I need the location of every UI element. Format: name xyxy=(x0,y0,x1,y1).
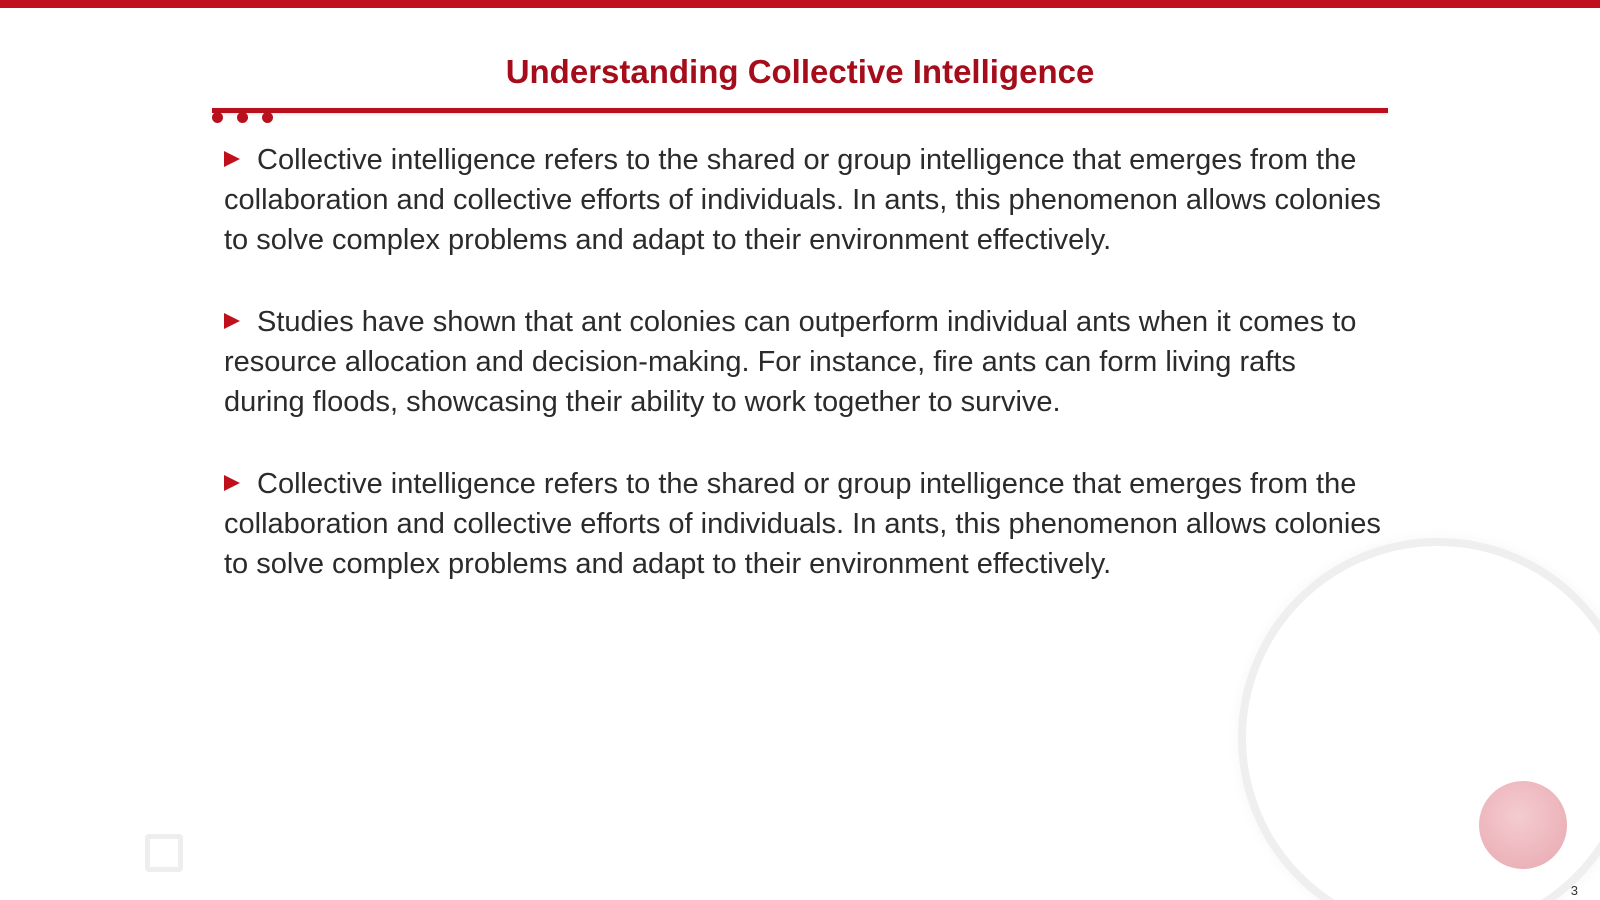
triangle-bullet-icon xyxy=(224,151,240,167)
bullet-item xyxy=(224,464,1384,584)
bullet-list xyxy=(224,140,1384,626)
top-accent-bar xyxy=(0,0,1600,8)
slide-title: Understanding Collective Intelligence xyxy=(505,53,1095,90)
slide-number: 3 xyxy=(1570,883,1578,898)
decorative-circle xyxy=(1479,781,1567,869)
dot-icon xyxy=(237,112,248,123)
bullet-item xyxy=(224,302,1384,422)
dot-icon xyxy=(212,112,223,123)
underline-dots xyxy=(212,112,273,124)
bullet-item xyxy=(224,140,1384,260)
bullet-text: Studies have shown that ant colonies can outperform individual ants when it comes to resource allocation and decision-making. For instance, fire ants can form living rafts during floods, showcasing their ability to work together to survive. xyxy=(224,306,1357,418)
dot-icon xyxy=(262,112,273,123)
decorative-square xyxy=(145,834,183,872)
triangle-bullet-icon xyxy=(224,313,240,329)
bullet-text: Collective intelligence refers to the shared or group intelligence that emerges from the collaboration and collective efforts of individuals. In ants, this phenomenon allows colonies to solve complex problems and adapt to their environment effectively. xyxy=(224,468,1381,580)
title-underline xyxy=(212,108,1388,113)
triangle-bullet-icon xyxy=(224,475,240,491)
bullet-text: Collective intelligence refers to the shared or group intelligence that emerges from the collaboration and collective efforts of individuals. In ants, this phenomenon allows colonies to solve complex problems and adapt to their environment effectively. xyxy=(224,144,1381,256)
